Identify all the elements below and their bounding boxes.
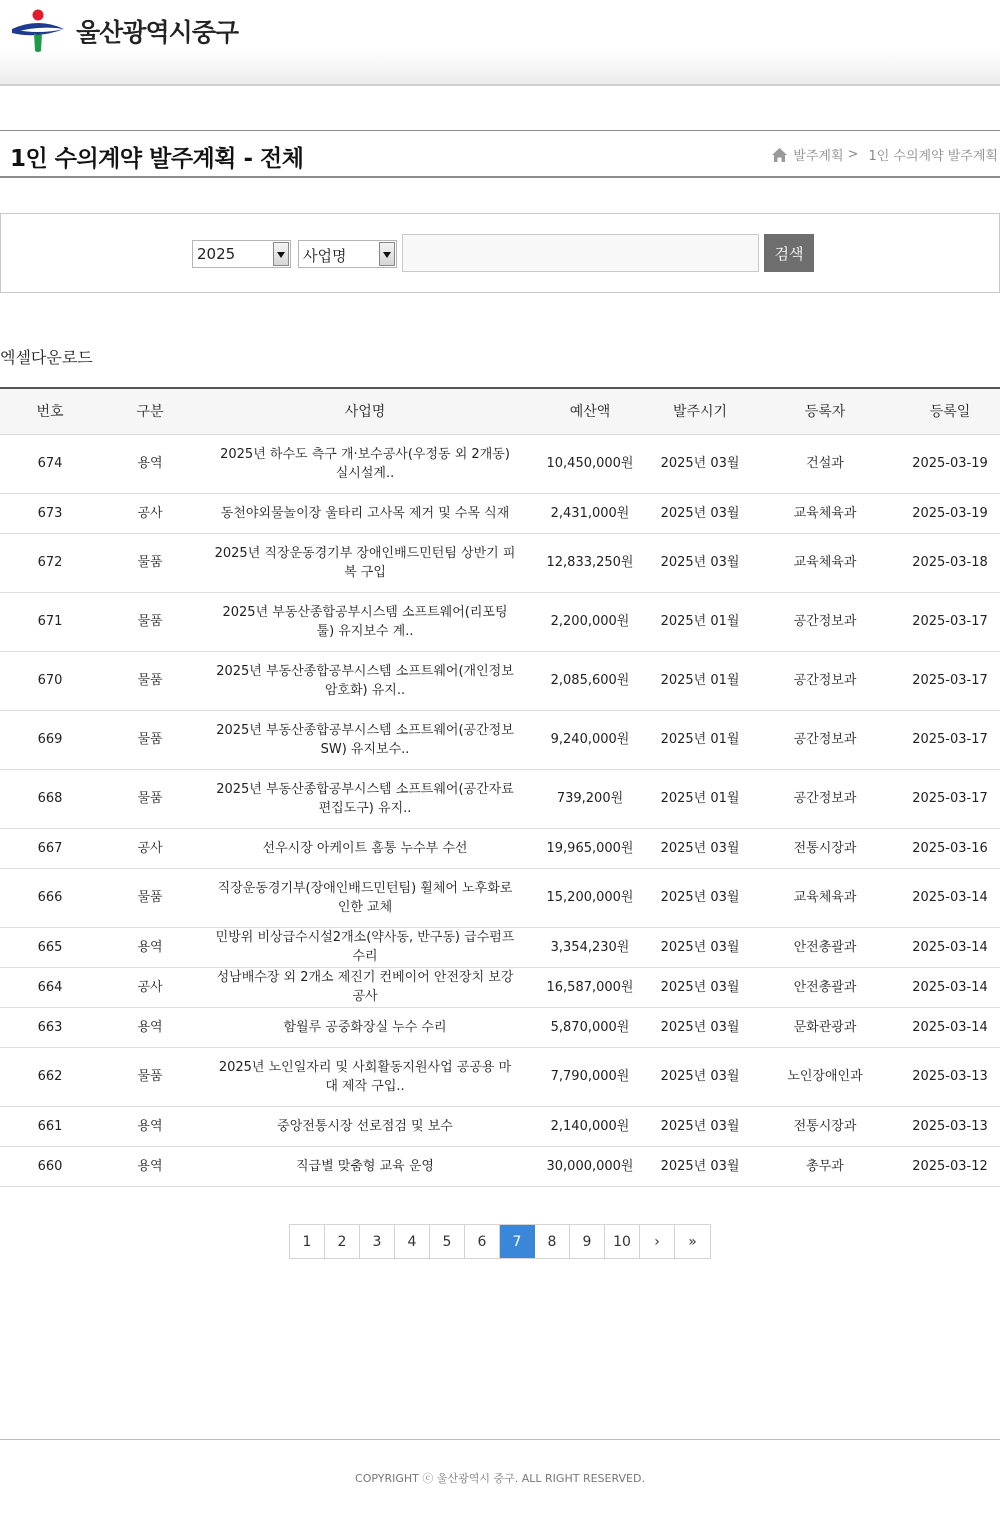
row-project-name[interactable]: 함월루 공중화장실 누수 수리: [200, 1007, 530, 1047]
row-registered-date: 2025-03-17: [900, 710, 1000, 769]
row-registered-date: 2025-03-13: [900, 1106, 1000, 1146]
table-row[interactable]: [0, 828, 1000, 868]
row-registrant: 총무과: [750, 1146, 900, 1186]
row-registrant: 안전총괄과: [750, 927, 900, 967]
col-budget-header: 예산액: [530, 388, 650, 434]
row-type: 공사: [100, 828, 200, 868]
row-type: 물품: [100, 651, 200, 710]
row-type: 물품: [100, 592, 200, 651]
search-button[interactable]: 검색: [764, 234, 814, 272]
row-number: 673: [0, 493, 100, 533]
row-registered-date: 2025-03-18: [900, 533, 1000, 592]
site-footer: [0, 1439, 1000, 1540]
row-registered-date: 2025-03-16: [900, 828, 1000, 868]
row-project-name[interactable]: 동천야외물놀이장 울타리 고사목 제거 및 수목 식재: [200, 493, 530, 533]
col-type-header: 구분: [100, 388, 200, 434]
page-link-10[interactable]: 10: [605, 1225, 640, 1258]
row-project-name[interactable]: 직급별 맞춤형 교육 운영: [200, 1146, 530, 1186]
row-order-period: 2025년 01월: [650, 592, 750, 651]
page-link-3[interactable]: 3: [360, 1225, 395, 1258]
row-type: 용역: [100, 927, 200, 967]
row-order-period: 2025년 03월: [650, 533, 750, 592]
row-number: 670: [0, 651, 100, 710]
table-row[interactable]: [0, 493, 1000, 533]
row-order-period: 2025년 01월: [650, 710, 750, 769]
row-registrant: 노인장애인과: [750, 1047, 900, 1106]
search-form: [0, 213, 1000, 293]
home-icon[interactable]: [772, 148, 787, 162]
search-field-select-value: 사업명: [303, 247, 347, 265]
site-header: [0, 0, 1000, 86]
row-project-name[interactable]: 2025년 부동산종합공부시스템 소프트웨어(리포팅툴) 유지보수 계..: [200, 592, 530, 651]
row-registered-date: 2025-03-14: [900, 927, 1000, 967]
breadcrumb: [772, 145, 998, 164]
row-number: 662: [0, 1047, 100, 1106]
dropdown-arrow-icon: [379, 242, 395, 266]
row-registered-date: 2025-03-14: [900, 1007, 1000, 1047]
row-number: 668: [0, 769, 100, 828]
row-budget: 3,354,230원: [530, 927, 650, 967]
row-registrant: 공간정보과: [750, 651, 900, 710]
page-title: 1인 수의계약 발주계획 - 전체: [10, 146, 304, 172]
row-order-period: 2025년 03월: [650, 493, 750, 533]
table-row[interactable]: [0, 533, 1000, 592]
site-name: 울산광역시중구: [76, 18, 239, 47]
page-link-1[interactable]: 1: [290, 1225, 325, 1258]
row-budget: 19,965,000원: [530, 828, 650, 868]
table-row[interactable]: [0, 1047, 1000, 1106]
table-row[interactable]: [0, 710, 1000, 769]
row-order-period: 2025년 03월: [650, 434, 750, 493]
row-number: 666: [0, 868, 100, 927]
excel-download-link[interactable]: 엑셀다운로드: [0, 348, 93, 367]
page-link-5[interactable]: 5: [430, 1225, 465, 1258]
breadcrumb-item-current[interactable]: 1인 수의계약 발주계획: [868, 149, 998, 164]
row-type: 물품: [100, 868, 200, 927]
row-registrant: 공간정보과: [750, 710, 900, 769]
row-budget: 16,587,000원: [530, 967, 650, 1007]
row-registrant: 문화관광과: [750, 1007, 900, 1047]
row-type: 공사: [100, 493, 200, 533]
table-row[interactable]: [0, 651, 1000, 710]
copyright-text: COPYRIGHT ⓒ 울산광역시 중구. ALL RIGHT RESERVED.: [355, 1472, 645, 1485]
row-budget: 30,000,000원: [530, 1146, 650, 1186]
page-link-7[interactable]: 7: [500, 1225, 535, 1258]
col-project-name-header: 사업명: [200, 388, 530, 434]
row-project-name[interactable]: 민방위 비상급수시설2개소(약사동, 반구동) 급수펌프 수리: [200, 927, 530, 967]
row-order-period: 2025년 03월: [650, 1106, 750, 1146]
row-order-period: 2025년 03월: [650, 868, 750, 927]
last-page-icon[interactable]: »: [675, 1225, 710, 1258]
order-plan-table: [0, 387, 1000, 1187]
row-registrant: 공간정보과: [750, 769, 900, 828]
row-type: 용역: [100, 1007, 200, 1047]
table-row[interactable]: [0, 1146, 1000, 1186]
row-budget: 12,833,250원: [530, 533, 650, 592]
row-type: 용역: [100, 1146, 200, 1186]
row-project-name[interactable]: 2025년 하수도 측구 개·보수공사(우정동 외 2개동) 실시설계..: [200, 434, 530, 493]
row-registrant: 전통시장과: [750, 1106, 900, 1146]
table-row[interactable]: [0, 967, 1000, 1007]
row-registered-date: 2025-03-17: [900, 651, 1000, 710]
next-page-icon[interactable]: ›: [640, 1225, 675, 1258]
row-budget: 10,450,000원: [530, 434, 650, 493]
row-project-name[interactable]: 성남배수장 외 2개소 제진기 컨베이어 안전장치 보강 공사: [200, 967, 530, 1007]
title-bar: [0, 130, 1000, 178]
row-budget: 739,200원: [530, 769, 650, 828]
row-type: 공사: [100, 967, 200, 1007]
row-registered-date: 2025-03-13: [900, 1047, 1000, 1106]
table-row[interactable]: [0, 868, 1000, 927]
row-number: 671: [0, 592, 100, 651]
site-logo[interactable]: [10, 9, 238, 53]
row-budget: 2,431,000원: [530, 493, 650, 533]
row-order-period: 2025년 01월: [650, 769, 750, 828]
col-registered-date-header: 등록일: [900, 388, 1000, 434]
row-order-period: 2025년 03월: [650, 828, 750, 868]
row-type: 물품: [100, 769, 200, 828]
row-project-name[interactable]: 2025년 부동산종합공부시스템 소프트웨어(공간정보SW) 유지보수..: [200, 710, 530, 769]
page-link-4[interactable]: 4: [395, 1225, 430, 1258]
row-number: 674: [0, 434, 100, 493]
col-registrant-header: 등록자: [750, 388, 900, 434]
table-row[interactable]: [0, 1106, 1000, 1146]
row-type: 용역: [100, 1106, 200, 1146]
row-project-name[interactable]: 선우시장 아케이트 홈통 누수부 수선: [200, 828, 530, 868]
row-number: 667: [0, 828, 100, 868]
table-row[interactable]: [0, 592, 1000, 651]
search-keyword-input[interactable]: [402, 234, 759, 272]
row-budget: 5,870,000원: [530, 1007, 650, 1047]
row-budget: 2,200,000원: [530, 592, 650, 651]
row-registrant: 건설과: [750, 434, 900, 493]
city-emblem-icon: [10, 9, 66, 53]
row-project-name[interactable]: 2025년 부동산종합공부시스템 소프트웨어(개인정보 암호화) 유지..: [200, 651, 530, 710]
table-row[interactable]: [0, 1007, 1000, 1047]
row-registered-date: 2025-03-17: [900, 592, 1000, 651]
row-number: 661: [0, 1106, 100, 1146]
page-link-6[interactable]: 6: [465, 1225, 500, 1258]
row-number: 660: [0, 1146, 100, 1186]
row-project-name[interactable]: 2025년 부동산종합공부시스템 소프트웨어(공간자료편집도구) 유지..: [200, 769, 530, 828]
row-order-period: 2025년 01월: [650, 651, 750, 710]
row-registrant: 안전총괄과: [750, 967, 900, 1007]
row-number: 663: [0, 1007, 100, 1047]
breadcrumb-separator: >: [847, 147, 859, 162]
table-row[interactable]: [0, 927, 1000, 967]
row-budget: 2,085,600원: [530, 651, 650, 710]
dropdown-arrow-icon: [273, 242, 289, 266]
row-project-name[interactable]: 2025년 노인일자리 및 사회활동지원사업 공공용 마대 제작 구입..: [200, 1047, 530, 1106]
row-order-period: 2025년 03월: [650, 1007, 750, 1047]
row-registered-date: 2025-03-14: [900, 967, 1000, 1007]
row-budget: 2,140,000원: [530, 1106, 650, 1146]
table-row[interactable]: [0, 434, 1000, 493]
row-budget: 9,240,000원: [530, 710, 650, 769]
row-registrant: 교육체육과: [750, 493, 900, 533]
row-registrant: 공간정보과: [750, 592, 900, 651]
row-order-period: 2025년 03월: [650, 967, 750, 1007]
row-order-period: 2025년 03월: [650, 1146, 750, 1186]
row-budget: 7,790,000원: [530, 1047, 650, 1106]
table-header-row: [0, 388, 1000, 434]
pagination: [289, 1224, 711, 1259]
row-registered-date: 2025-03-12: [900, 1146, 1000, 1186]
row-budget: 15,200,000원: [530, 868, 650, 927]
year-select-value: 2025: [197, 245, 236, 263]
page-link-9[interactable]: 9: [570, 1225, 605, 1258]
col-order-period-header: 발주시기: [650, 388, 750, 434]
row-type: 물품: [100, 1047, 200, 1106]
row-type: 물품: [100, 710, 200, 769]
row-number: 664: [0, 967, 100, 1007]
year-select[interactable]: [192, 240, 291, 268]
row-registrant: 교육체육과: [750, 533, 900, 592]
row-registered-date: 2025-03-19: [900, 434, 1000, 493]
table-row[interactable]: [0, 769, 1000, 828]
page-link-2[interactable]: 2: [325, 1225, 360, 1258]
row-number: 665: [0, 927, 100, 967]
row-number: 672: [0, 533, 100, 592]
row-project-name[interactable]: 2025년 직장운동경기부 장애인배드민턴팀 상반기 피복 구입: [200, 533, 530, 592]
row-order-period: 2025년 03월: [650, 1047, 750, 1106]
row-type: 용역: [100, 434, 200, 493]
row-registered-date: 2025-03-17: [900, 769, 1000, 828]
row-registrant: 전통시장과: [750, 828, 900, 868]
row-project-name[interactable]: 중앙전통시장 선로점검 및 보수: [200, 1106, 530, 1146]
row-order-period: 2025년 03월: [650, 927, 750, 967]
row-registered-date: 2025-03-19: [900, 493, 1000, 533]
row-registrant: 교육체육과: [750, 868, 900, 927]
page-link-8[interactable]: 8: [535, 1225, 570, 1258]
breadcrumb-item-order-plan[interactable]: 발주계획: [793, 149, 844, 164]
row-registered-date: 2025-03-14: [900, 868, 1000, 927]
col-number-header: 번호: [0, 388, 100, 434]
row-project-name[interactable]: 직장운동경기부(장애인배드민턴팀) 휠체어 노후화로 인한 교체: [200, 868, 530, 927]
row-number: 669: [0, 710, 100, 769]
search-field-select[interactable]: [298, 240, 397, 268]
row-type: 물품: [100, 533, 200, 592]
